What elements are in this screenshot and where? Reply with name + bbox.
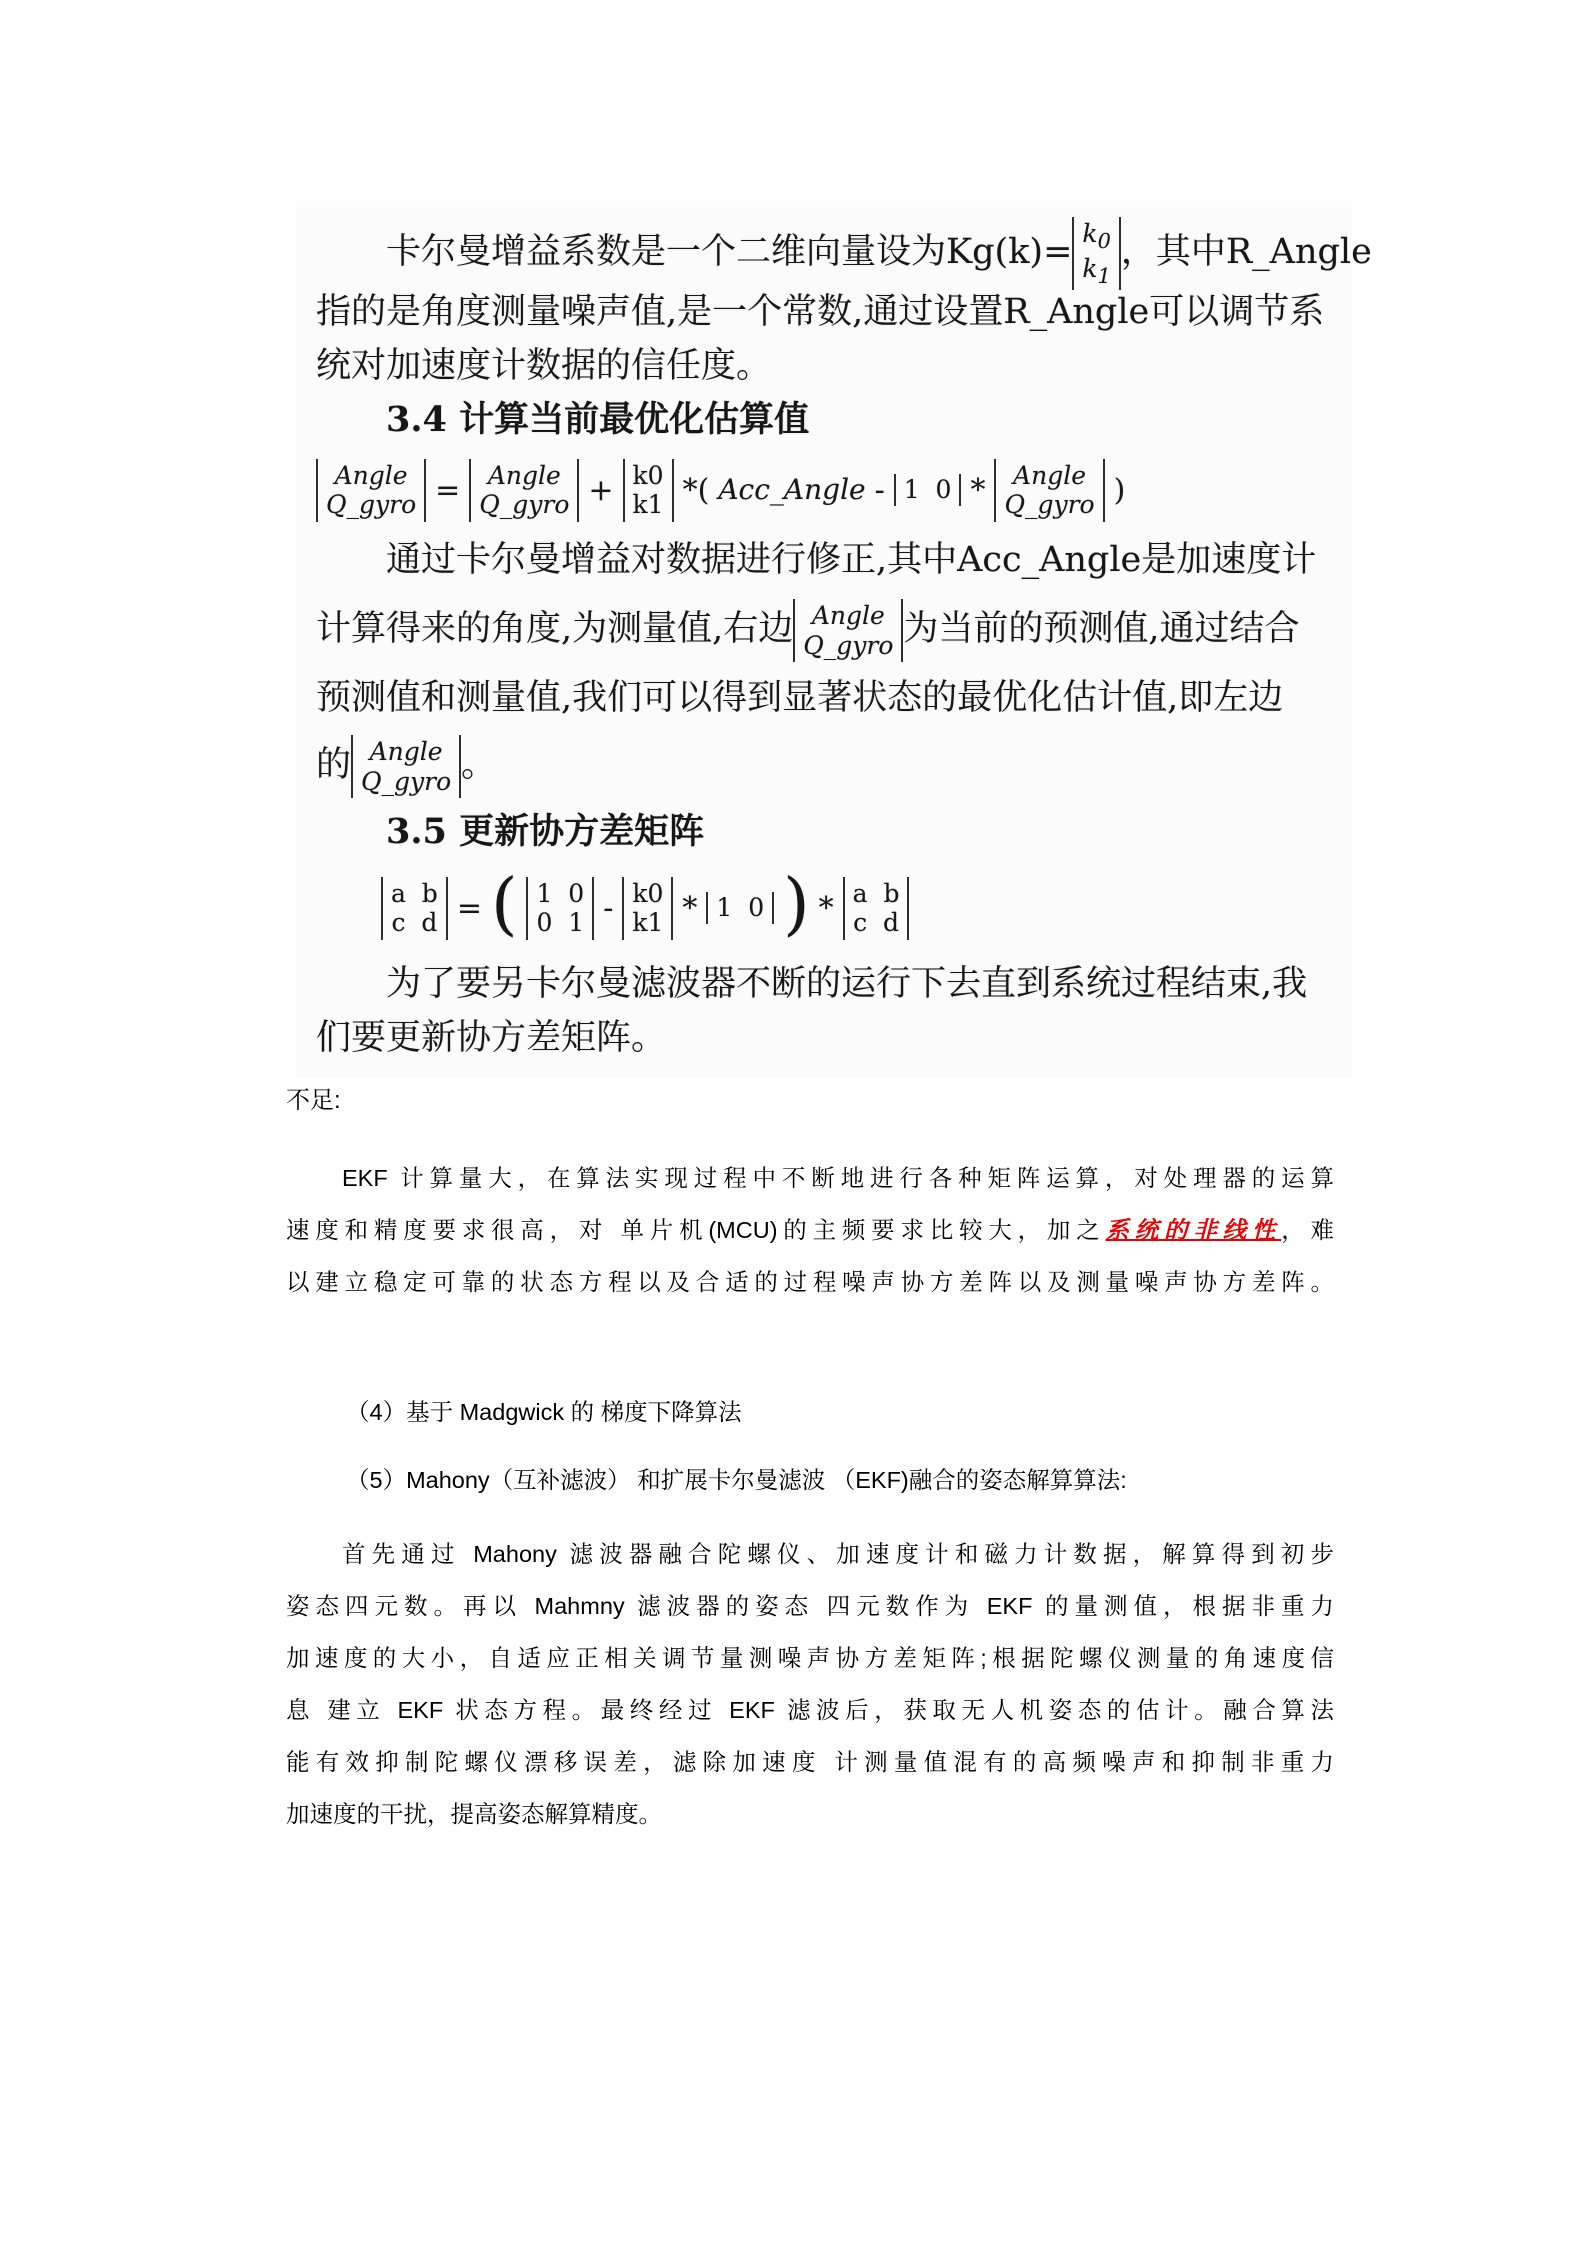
acc-angle-term: Acc_Angle (718, 472, 866, 506)
paragraph-line: 息 建立 EKF 状态方程。最终经过 EKF 滤波后，获取无人机姿态的估计。融合算法 (286, 1697, 1334, 1723)
kg-vector-k0: $k_0$ (1082, 219, 1111, 253)
matrix-state-inline-1: Angle Q_gyro (793, 599, 903, 662)
paragraph-line: 能有效抑制陀螺仪漂移误差，滤除加速度 计测量值混有的高频噪声和抑制非重力 (286, 1749, 1334, 1775)
paragraph-line-with-highlight (286, 1204, 1334, 1256)
matrix-abcd-rhs: a b c d (843, 877, 910, 940)
paragraph-line: 姿态四元数。再以 Mahmny 滤波器的姿态 四元数作为 EKF 的量测值，根据非重力 (286, 1593, 1334, 1619)
multiply-sign: * (970, 472, 986, 508)
matrix-gain: k0 k1 (623, 459, 674, 522)
scan-line-8-text-b: 。 (461, 745, 497, 785)
multiply-sign-2: * (682, 890, 698, 926)
minus-sign: - (874, 472, 885, 508)
scan-line-8 (316, 725, 1332, 805)
scan-line-7: 预测值和测量值,我们可以得到显著状态的最优化估计值,即左边 (316, 678, 1284, 718)
scan-line-5: 通过卡尔曼增益对数据进行修正,其中Acc_Angle是加速度计 (386, 540, 1317, 580)
scan-line-3: 统对加速度计数据的信任度。 (316, 346, 772, 386)
scanned-figure (296, 201, 1372, 1078)
scan-line-1-text-b: ，其中R_Angle (1120, 232, 1372, 273)
matrix-gain-2: k0 k1 (622, 877, 673, 940)
matrix-identity: 1 0 0 1 (526, 877, 594, 940)
scan-line-6-text-a: 计算得来的角度,为测量值,右边 (316, 609, 794, 649)
scan-heading-3-5: 3.5 更新协方差矩阵 (386, 811, 705, 852)
paragraph-line: 加速度的大小，自适应正相关调节量测噪声协方差矩阵;根据陀螺仪测量的角速度信 (286, 1645, 1334, 1671)
matrix-state-pred-2: Angle Q_gyro (994, 459, 1104, 522)
paragraph-line: 以建立稳定可靠的状态方程以及合适的过程噪声协方差阵以及测量噪声协方差阵。 (286, 1269, 1334, 1295)
scan-line-1 (316, 217, 1372, 288)
scan-heading-3-4: 3.4 计算当前最优化估算值 (386, 399, 810, 440)
line-segment-pre: 速度和精度要求很高，对 单片机(MCU)的主频要求比较大，加之 (286, 1217, 1106, 1243)
line-segment-post: ，难 (1281, 1217, 1335, 1243)
matrix-abcd-lhs: a b c d (381, 877, 448, 940)
body-text (286, 1086, 1334, 1840)
paragraph-line: EKF 计算量大，在算法实现过程中不断地进行各种矩阵运算，对处理器的运算 (342, 1165, 1334, 1191)
equals-sign: = (435, 472, 461, 508)
matrix-state-lhs: Angle Q_gyro (316, 459, 426, 522)
scan-line-2: 指的是角度测量噪声值,是一个常数,通过设置R_Angle可以调节系 (316, 292, 1325, 332)
multiply-sign-3: * (818, 890, 834, 926)
minus-sign-2: - (603, 890, 614, 926)
close-paren: ) (1113, 472, 1126, 508)
scan-line-9: 为了要另卡尔曼滤波器不断的运行下去直到系统过程结束,我 (386, 964, 1308, 1004)
highlight-nonlinearity: 系统的非线性 (1105, 1217, 1282, 1243)
list-item-4-madgwick: （4）基于 Madgwick 的 梯度下降算法 (346, 1399, 742, 1425)
formula-optimal-estimate (316, 447, 1332, 533)
list-item-5-mahony-ekf: （5）Mahony（互补滤波） 和扩展卡尔曼滤波 （EKF)融合的姿态解算算法: (346, 1467, 1127, 1493)
matrix-state-pred: Angle Q_gyro (469, 459, 579, 522)
paragraph-ekf-drawbacks (286, 1152, 1334, 1308)
paragraph-fusion-algorithm (286, 1528, 1334, 1840)
row-vector-1-0-b: 1 0 (706, 892, 774, 925)
kg-column-vector (1072, 217, 1120, 290)
big-close-paren: ) (783, 865, 810, 945)
kg-vector-k1: $k_1$ (1082, 253, 1111, 288)
scan-line-6 (316, 587, 1332, 671)
scan-line-1-text-a: 卡尔曼增益系数是一个二维向量设为Kg(k)= (386, 232, 1073, 273)
multiply-open: *( (682, 472, 710, 508)
plus-sign: + (588, 472, 614, 508)
matrix-state-inline-2: Angle Q_gyro (351, 735, 461, 798)
shortcomings-label: 不足: (286, 1087, 341, 1114)
big-open-paren: ( (490, 865, 518, 945)
scan-line-10: 们要更新协方差矩阵。 (316, 1018, 667, 1058)
scan-line-8-text-a: 的 (316, 745, 352, 785)
row-vector-1-0: 1 0 (894, 474, 962, 507)
formula-covariance-update (316, 859, 1332, 957)
equals-sign-2: = (456, 890, 482, 926)
paragraph-line: 加速度的干扰，提高姿态解算精度。 (286, 1801, 662, 1827)
paragraph-line: 首先通过 Mahony 滤波器融合陀螺仪、加速度计和磁力计数据，解算得到初步 (342, 1541, 1334, 1567)
scan-line-6-text-b: 为当前的预测值,通过结合 (903, 609, 1300, 649)
